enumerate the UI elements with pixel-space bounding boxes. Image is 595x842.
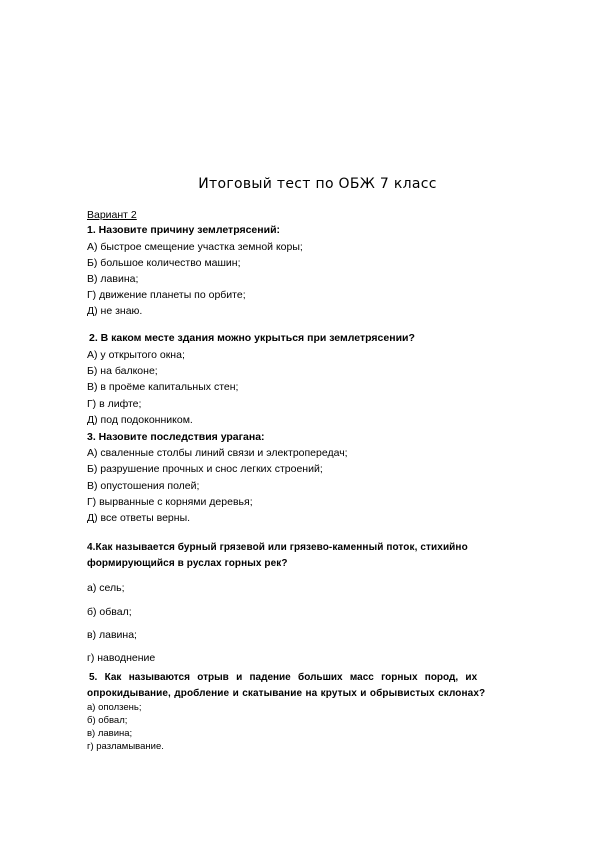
- q2-answer-c: В) в проёме капитальных стен;: [87, 381, 239, 393]
- q3-answer-c: В) опустошения полей;: [87, 480, 200, 492]
- q1-answer-a: А) быстрое смещение участка земной коры;: [87, 241, 303, 253]
- question-1: 1. Назовите причину землетрясений:: [87, 224, 281, 236]
- question-5-line-2: опрокидывание, дробление и скатывание на крутых и обрывистых склонах?: [87, 688, 486, 699]
- q5-answer-b: б) обвал;: [87, 715, 128, 726]
- q1-answer-b: Б) большое количество машин;: [87, 257, 241, 269]
- q4-answer-a: а) сель;: [87, 582, 125, 594]
- question-4-line-1: 4.Как называется бурный грязевой или грязево-каменный поток, стихийно: [87, 542, 468, 553]
- q3-answer-b: Б) разрушение прочных и снос легких строений;: [87, 463, 323, 475]
- question-5-line-1: 5. Как называются отрыв и падение больших масс горных пород, их: [89, 672, 478, 683]
- question-3: 3. Назовите последствия урагана:: [87, 431, 265, 443]
- q2-answer-a: А) у открытого окна;: [87, 349, 185, 361]
- q4-answer-d: г) наводнение: [87, 652, 156, 664]
- question-4-line-2: формирующийся в руслах горных рек?: [87, 558, 288, 569]
- q2-answer-d: Г) в лифте;: [87, 398, 142, 410]
- question-2: 2. В каком месте здания можно укрыться при землетрясении?: [89, 332, 415, 344]
- q3-answer-a: А) сваленные столбы линий связи и электропередач;: [87, 447, 348, 459]
- q3-answer-d: Г) вырванные с корнями деревья;: [87, 496, 253, 508]
- variant-label: Вариант 2: [87, 209, 137, 221]
- q4-answer-b: б) обвал;: [87, 606, 132, 618]
- q2-answer-b: Б) на балконе;: [87, 365, 158, 377]
- q1-answer-d: Г) движение планеты по орбите;: [87, 289, 246, 301]
- q5-answer-d: г) разламывание.: [87, 741, 164, 752]
- q5-answer-c: в) лавина;: [87, 728, 133, 739]
- q1-answer-e: Д) не знаю.: [87, 305, 143, 317]
- q3-answer-e: Д) все ответы верны.: [87, 512, 191, 524]
- q4-answer-c: в) лавина;: [87, 629, 137, 641]
- q2-answer-e: Д) под подоконником.: [87, 414, 193, 426]
- page-title: Итоговый тест по ОБЖ 7 класс: [198, 176, 437, 192]
- q1-answer-c: В) лавина;: [87, 273, 139, 285]
- q5-answer-a: а) оползень;: [87, 702, 142, 713]
